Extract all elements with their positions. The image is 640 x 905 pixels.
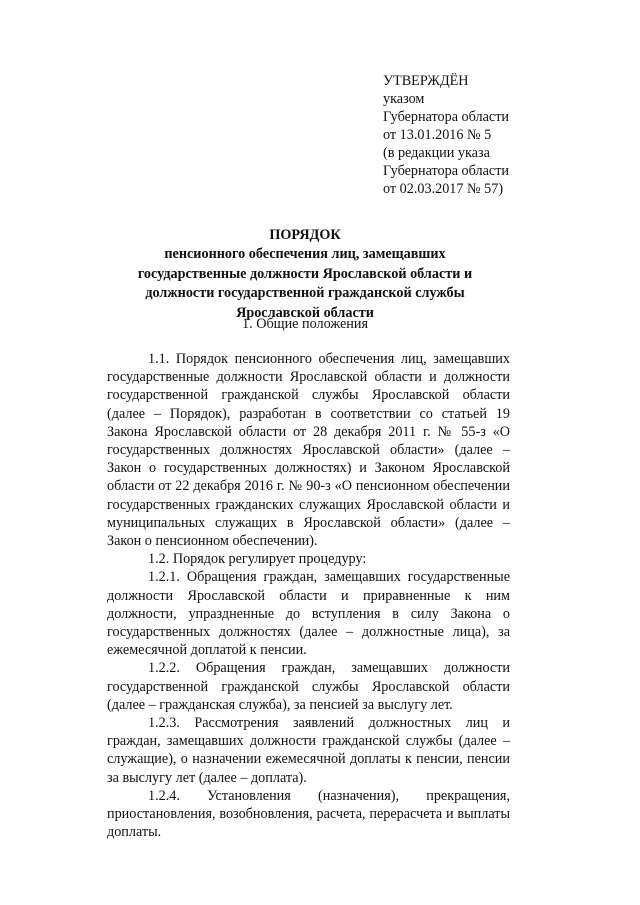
approval-line: от 13.01.2016 № 5 <box>383 127 492 143</box>
approval-stamp <box>383 72 623 198</box>
approval-line: Губернатора области <box>383 109 509 125</box>
document-body <box>107 350 510 841</box>
document-subtitle: пенсионного обеспечения лиц, замещавших государственные должности Ярославской области и должности государственной гражданской службы Ярославской области <box>137 246 473 321</box>
paragraph: 1.2. Порядок регулирует процедуру: <box>148 551 367 568</box>
approval-line: от 02.03.2017 № 57) <box>383 181 504 197</box>
paragraph: 1.2.1. Обращения граждан, замещавших государственные должности Ярославской области и приравненные к ним должности, упраздненные до вступления в силу Закона о государственных должностях (далее – должностные лица), за ежемесячной доплатой к пенсии. <box>107 569 510 659</box>
approval-line: Губернатора области <box>383 163 509 179</box>
paragraph: 1.1. Порядок пенсионного обеспечения лиц, замещавших государственные должности Ярославской области и должности государственной гражданской службы Ярославской области (далее – Порядок), разработан в соответствии со статьей 19 Закона Ярославской области от 28 декабря 2011 г. № 55-з «О государственных должностях Ярославской области» (далее – Закон о государственных должностях) и Законом Ярославской области от 22 декабря 2016 г. № 90-з «О пенсионном обеспечении государственных гражданских служащих Ярославской области и муниципальных служащих в Ярославской области» (далее – Закон о пенсионном обеспечении). <box>107 351 510 550</box>
paragraph: 1.2.2. Обращения граждан, замещавших должности государственной гражданской службы Ярославской области (далее – гражданская служба), за пенсией за выслугу лет. <box>107 660 510 713</box>
document-title: ПОРЯДОК <box>269 227 341 243</box>
section-heading: 1. Общие положения <box>242 316 368 332</box>
paragraph: 1.2.3. Рассмотрения заявлений должностных лиц и граждан, замещавших должности гражданской службы (далее – служащие), о назначении ежемесячной доплаты к пенсии, пенсии за выслугу лет (далее – доплата). <box>107 715 510 786</box>
approval-line: (в редакции указа <box>383 145 490 161</box>
paragraph: 1.2.4. Установления (назначения), прекращения, приостановления, возобновления, расчета, перерасчета и выплаты доплаты. <box>107 787 510 841</box>
approval-line: указом <box>383 91 425 107</box>
approval-line: УТВЕРЖДЁН <box>383 73 469 89</box>
